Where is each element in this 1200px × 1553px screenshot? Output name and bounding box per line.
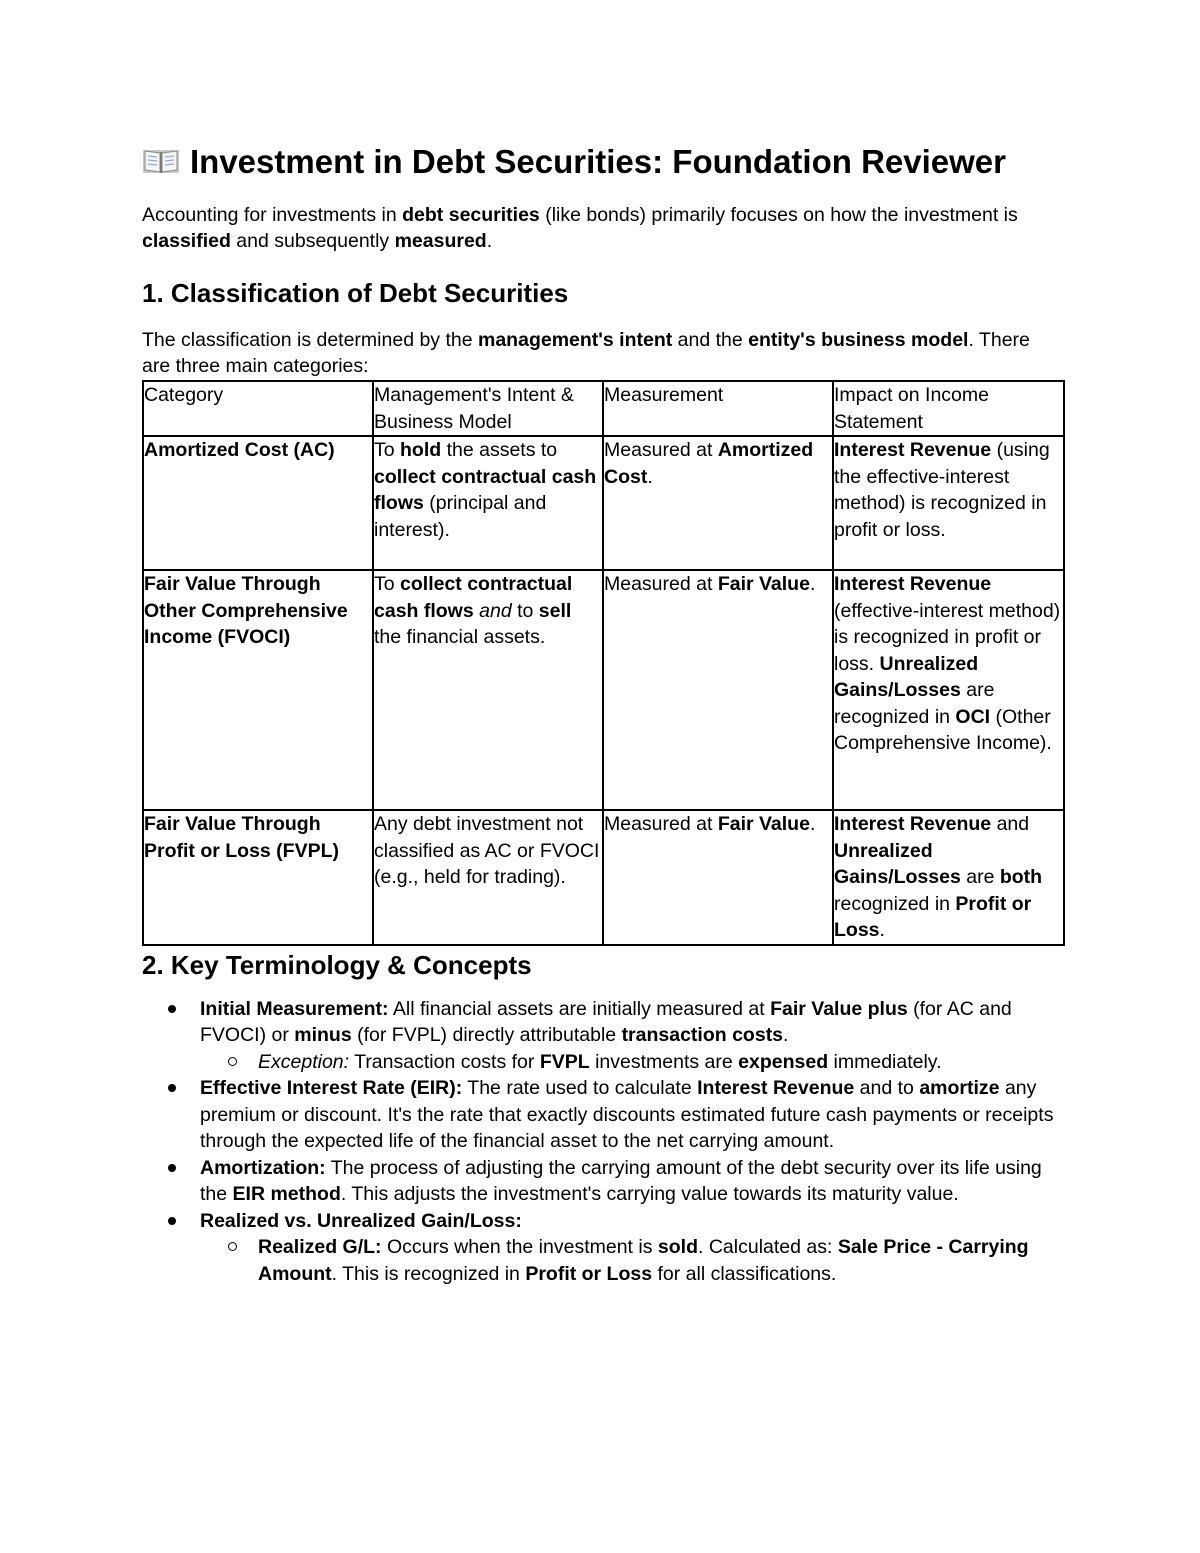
- table-header-cell: Measurement: [603, 381, 833, 436]
- table-header-cell: Impact on Income Statement: [833, 381, 1064, 436]
- table-header-cell: Management's Intent & Business Model: [373, 381, 603, 436]
- open-book-icon: [142, 142, 180, 186]
- impact-cell: Interest Revenue and Unrealized Gains/Losses are both recognized in Profit or Loss.: [833, 810, 1064, 945]
- table-row-fvoci: [143, 570, 1064, 810]
- table-row-ac: [143, 436, 1064, 570]
- section-heading-terminology: 2. Key Terminology & Concepts: [142, 949, 532, 980]
- sub-list: [200, 1234, 1062, 1287]
- measurement-cell: Measured at Fair Value.: [603, 570, 833, 810]
- sub-list-item-exception: Exception: Transaction costs for FVPL investments are expensed immediately.: [258, 1049, 1062, 1076]
- category-cell: Fair Value Through Other Comprehensive Income (FVOCI): [143, 570, 373, 810]
- category-cell: Amortized Cost (AC): [143, 436, 373, 570]
- category-cell: Fair Value Through Profit or Loss (FVPL): [143, 810, 373, 945]
- measurement-cell: Measured at Amortized Cost.: [603, 436, 833, 570]
- table-header-row: [143, 381, 1064, 436]
- terminology-list: [142, 996, 1062, 1288]
- classification-table: [142, 380, 1065, 946]
- sub-list-item-realized-gl: Realized G/L: Occurs when the investment is sold. Calculated as: Sale Price - Carrying Amount. This is recognized in Profit or Loss for all classifications.: [258, 1234, 1062, 1287]
- intent-cell: Any debt investment not classified as AC or FVOCI (e.g., held for trading).: [373, 810, 603, 945]
- impact-cell: Interest Revenue (using the effective-interest method) is recognized in profit or loss.: [833, 436, 1064, 570]
- intro-paragraph: Accounting for investments in debt securities (like bonds) primarily focuses on how the investment is classified and subsequently measured.: [142, 204, 1018, 252]
- measurement-cell: Measured at Fair Value.: [603, 810, 833, 945]
- table-header-cell: Category: [143, 381, 373, 436]
- document-page: [142, 140, 1062, 1287]
- page-title: [142, 140, 1062, 186]
- table-row-fvpl: [143, 810, 1064, 945]
- list-item-eir: Effective Interest Rate (EIR): The rate used to calculate Interest Revenue and to amortize any premium or discount. It's the rate that exactly discounts estimated future cash payments or receipts through the expected life of the financial asset to the net carrying amount.: [200, 1075, 1062, 1155]
- section-heading-classification: 1. Classification of Debt Securities: [142, 278, 569, 308]
- list-item-realized-unrealized: Realized vs. Unrealized Gain/Loss: Realized G/L: Occurs when the investment is sold. Calculated as: Sale Price - Carrying Amount. This is recognized in Profit or Loss for all classifications.: [200, 1208, 1062, 1288]
- list-item-initial-measurement: Initial Measurement: All financial assets are initially measured at Fair Value plus (for AC and FVOCI) or minus (for FVPL) directly attributable transaction costs. Exception: Transaction costs for FVPL investments are expensed immediately.: [200, 996, 1062, 1076]
- page-title-text: Investment in Debt Securities: Foundation Reviewer: [190, 143, 1006, 180]
- classification-lead: The classification is determined by the management's intent and the entity's business model. There are three main categories:: [142, 329, 1030, 377]
- impact-cell: Interest Revenue (effective-interest method) is recognized in profit or loss. Unrealized Gains/Losses are recognized in OCI (Other Comprehensive Income).: [833, 570, 1064, 810]
- sub-list: [200, 1049, 1062, 1076]
- list-item-amortization: Amortization: The process of adjusting the carrying amount of the debt security over its life using the EIR method. This adjusts the investment's carrying value towards its maturity value.: [200, 1155, 1062, 1208]
- intent-cell: To collect contractual cash flows and to sell the financial assets.: [373, 570, 603, 810]
- intent-cell: To hold the assets to collect contractual cash flows (principal and interest).: [373, 436, 603, 570]
